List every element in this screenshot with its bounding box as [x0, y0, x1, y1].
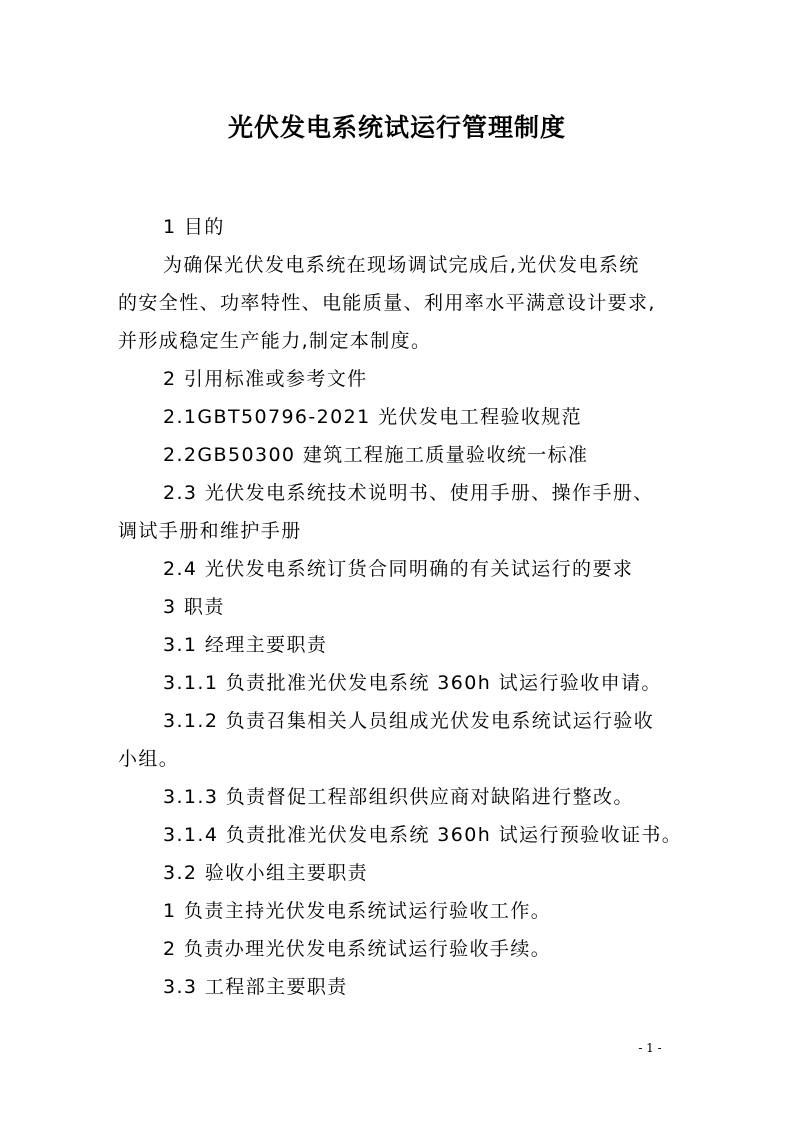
reference-item: 2.2GB50300 建筑工程施工质量验收统一标准 — [163, 444, 589, 466]
section-heading-references: 2 引用标准或参考文件 — [163, 368, 368, 390]
duty-item: 3.1.2 负责召集相关人员组成光伏发电系统试运行验收 — [163, 710, 655, 732]
reference-item: 2.1GBT50796-2021 光伏发电工程验收规范 — [163, 406, 583, 428]
reference-item: 2.3 光伏发电系统技术说明书、使用手册、操作手册、 — [163, 482, 654, 504]
page-number: - 1 - — [638, 1041, 662, 1055]
duty-item: 3.1.3 负责督促工程部组织供应商对缺陷进行整改。 — [163, 786, 634, 808]
duty-item: 3.1.1 负责批准光伏发电系统 360h 试运行验收申请。 — [163, 672, 662, 694]
paragraph-line: 并形成稳定生产能力,制定本制度。 — [118, 330, 432, 352]
document-title: 光伏发电系统试运行管理制度 — [227, 113, 566, 142]
duty-item: 1 负责主持光伏发电系统试运行验收工作。 — [163, 900, 552, 922]
section-heading-purpose: 1 目的 — [163, 216, 225, 238]
duty-item: 2 负责办理光伏发电系统试运行验收手续。 — [163, 938, 552, 960]
duty-item: 3.1.4 负责批准光伏发电系统 360h 试运行预验收证书。 — [163, 824, 683, 846]
reference-item: 2.4 光伏发电系统订货合同明确的有关试运行的要求 — [163, 558, 634, 580]
duty-item-continuation: 小组。 — [118, 748, 180, 770]
section-heading-duties: 3 职责 — [163, 596, 225, 618]
subsection-heading: 3.1 经理主要职责 — [163, 634, 328, 656]
paragraph-line: 的安全性、功率特性、电能质量、利用率水平满意设计要求, — [118, 292, 656, 314]
reference-item-continuation: 调试手册和维护手册 — [118, 520, 302, 542]
paragraph-line: 为确保光伏发电系统在现场调试完成后,光伏发电系统 — [163, 254, 640, 276]
subsection-heading: 3.2 验收小组主要职责 — [163, 862, 369, 884]
subsection-heading: 3.3 工程部主要职责 — [163, 976, 348, 998]
